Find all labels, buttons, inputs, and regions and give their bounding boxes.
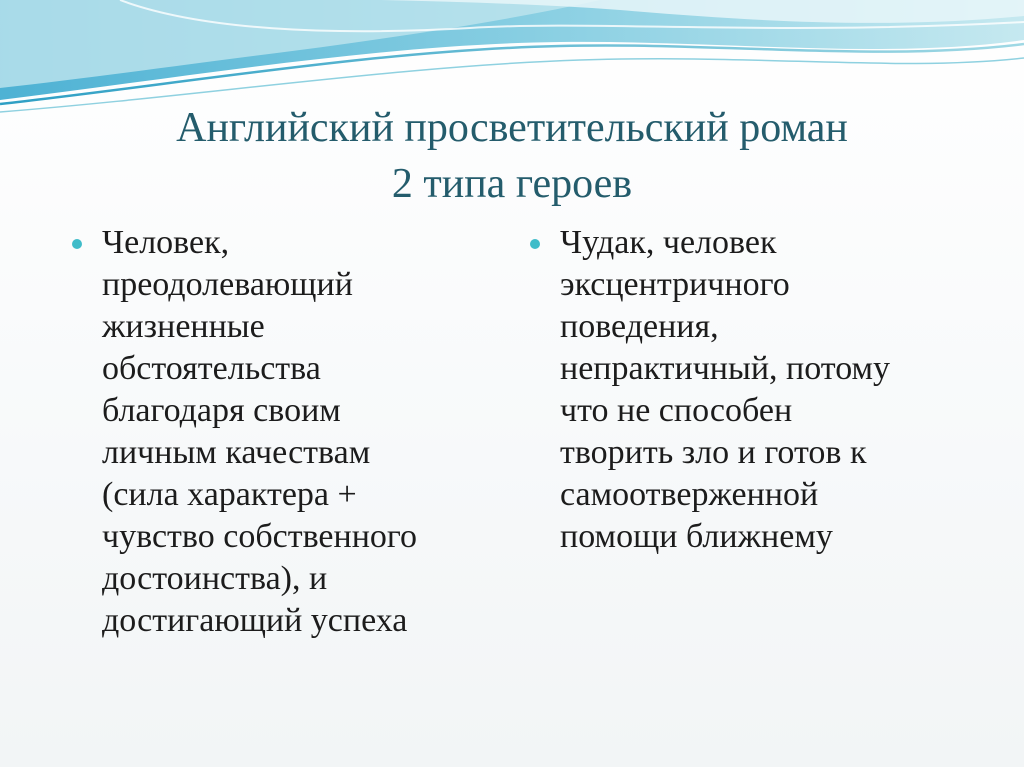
right-line: самоотверженной (560, 476, 819, 513)
title-line-2: 2 типа героев (391, 161, 633, 207)
left-line: (сила характера + (102, 476, 357, 513)
right-line: что не способен (560, 392, 793, 429)
left-line: благодаря своим (102, 392, 341, 429)
right-item-text (560, 222, 890, 558)
left-line: Человек, (102, 224, 230, 261)
slide-title (40, 100, 984, 212)
left-line: жизненные (102, 308, 265, 345)
right-line: помощи ближнему (560, 518, 833, 555)
right-line: поведения, (560, 308, 719, 345)
left-line: достигающий успеха (102, 602, 408, 639)
left-line: чувство собственного (102, 518, 417, 555)
left-line: личным качествам (102, 434, 371, 471)
right-line: творить зло и готов к (560, 434, 867, 471)
left-item-text (102, 222, 417, 642)
left-line: достоинства), и (102, 560, 328, 597)
left-line: обстоятельства (102, 350, 321, 387)
right-line: эксцентричного (560, 266, 790, 303)
left-line: преодолевающий (102, 266, 353, 303)
title-line-1: Английский просветительский роман (176, 105, 848, 151)
right-line: непрактичный, потому (560, 350, 891, 387)
bullet-icon (530, 239, 540, 249)
bullet-icon (72, 239, 82, 249)
right-line: Чудак, человек (560, 224, 777, 261)
wave-band-light (0, 0, 600, 88)
